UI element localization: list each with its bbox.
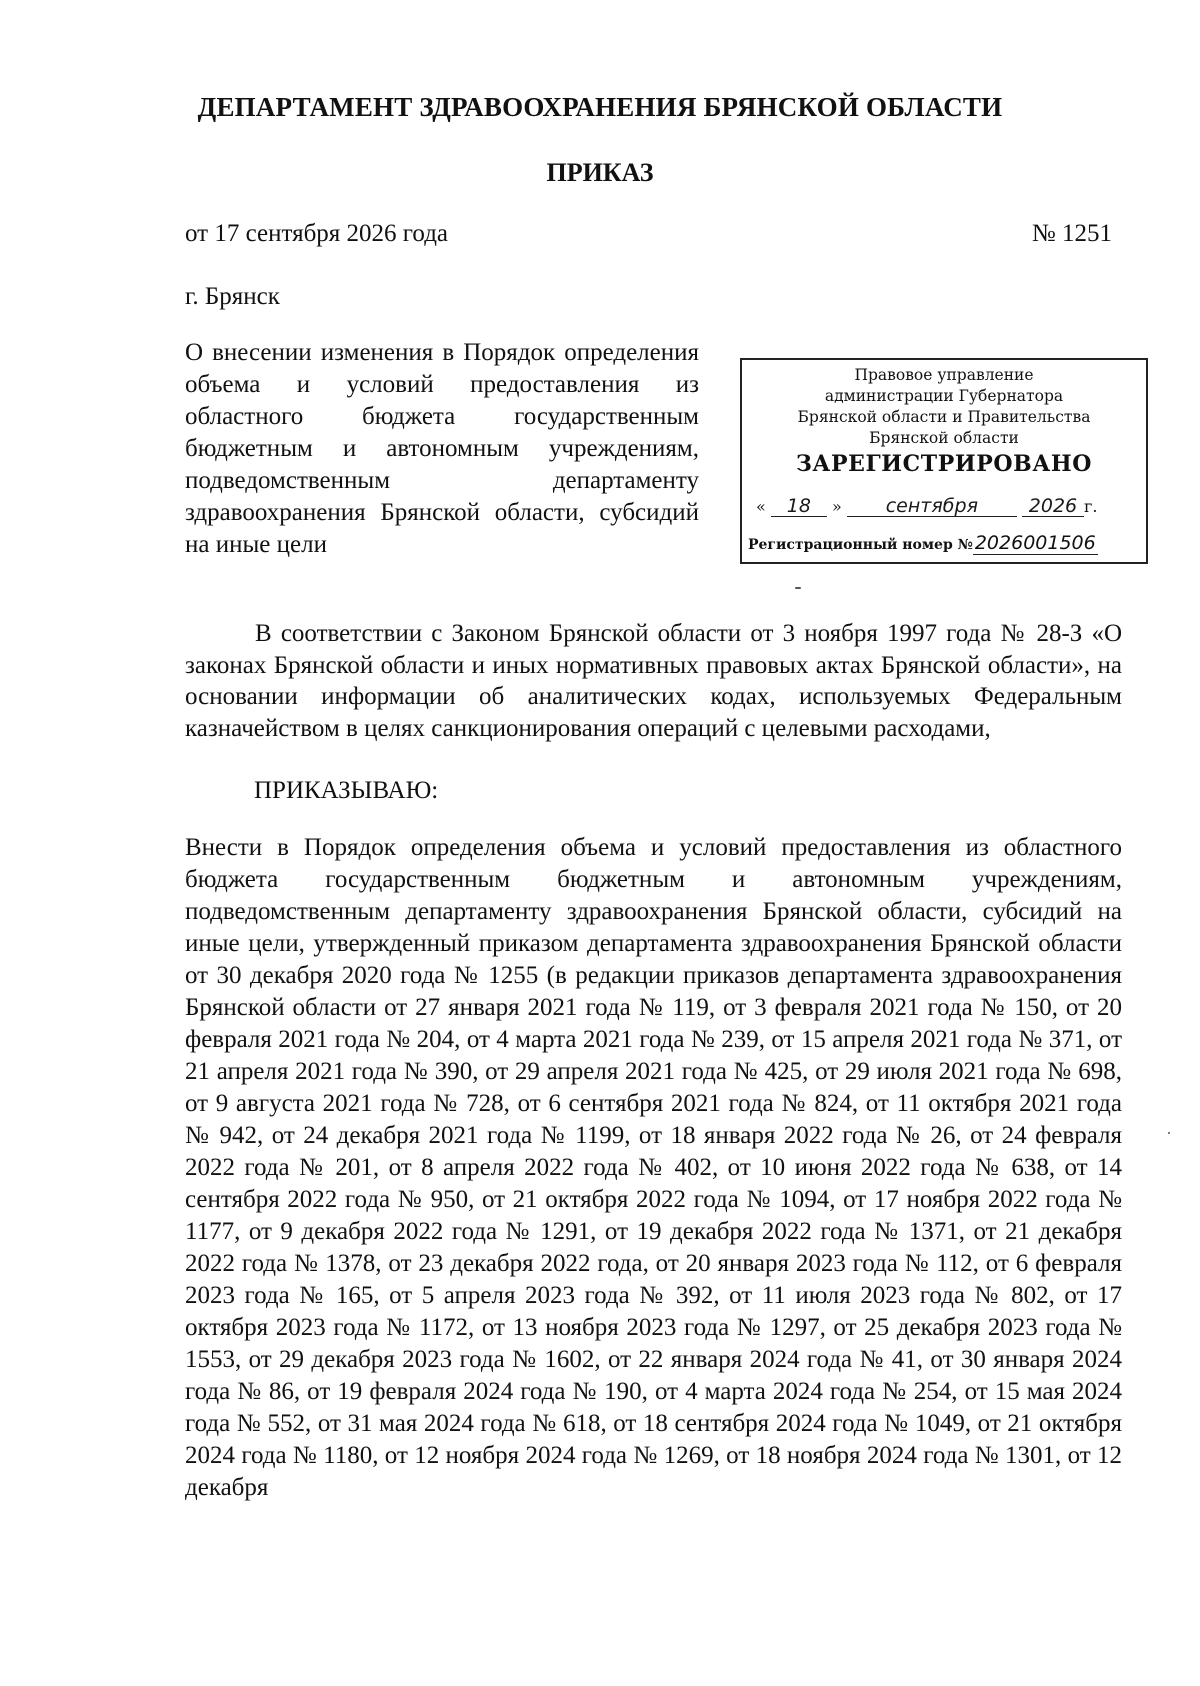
- order-body-paragraph: Внести в Порядок определения объема и условий предоставления из областного бюджета государственным бюджетным и автономным учреждениям, подведомственным департаменту здравоохранения Брянской области, субсидий на иные цели, утвержденный приказом департамента здравоохранения Брянской области от 30 декабря 2020 года № 1255 (в редакции приказов департамента здравоохранения Брянской области от 27 января 2021 года № 119, от 3 февраля 2021 года № 150, от 20 февраля 2021 года № 204, от 4 марта 2021 года № 239, от 15 апреля 2021 года № 371, от 21 апреля 2021 года № 390, от 29 апреля 2021 года № 425, от 29 июля 2021 года № 698, от 9 августа 2021 года № 728, от 6 сентября 2021 года № 824, от 11 октября 2021 года № 942, от 24 декабря 2021 года № 1199, от 18 января 2022 года № 26, от 24 февраля 2022 года № 201, от 8 апреля 2022 года № 402, от 10 июня 2022 года № 638, от 14 сентября 2022 года № 950, от 21 октября 2022 года № 1094, от 17 ноября 2022 года № 1177, от 9 декабря 2022 года № 1291, от 19 декабря 2022 года № 1371, от 21 декабря 2022 года № 1378, от 23 декабря 2022 года, от 20 января 2023 года № 112, от 6 февраля 2023 года № 165, от 5 апреля 2023 года № 392, от 11 июля 2023 года № 802, от 17 октября 2023 года № 1172, от 13 ноября 2023 года № 1297, от 25 декабря 2023 года № 1553, от 29 декабря 2023 года № 1602, от 22 января 2024 года № 41, от 30 января 2024 года № 86, от 19 февраля 2024 года № 190, от 4 марта 2024 года № 254, от 15 мая 2024 года № 552, от 31 мая 2024 года № 618, от 18 сентября 2024 года № 1049, от 21 октября 2024 года № 1180, от 12 ноября 2024 года № 1269, от 18 ноября 2024 года № 1301, от 12 декабря: [185, 834, 1122, 1501]
- document-type-heading: ПРИКАЗ: [546, 158, 654, 187]
- order-date: от 17 сентября 2026 года: [185, 220, 449, 247]
- stamp-date: [756, 496, 1138, 522]
- order-number: № 1251: [1031, 220, 1112, 247]
- stamp-line-2: администрации Губернатора: [824, 387, 1064, 405]
- stamp-line-1: Правовое управление: [854, 366, 1034, 384]
- preamble-paragraph: В соответствии с Законом Брянской области от 3 ноября 1997 года № 28-З «О законах Брянской области и иных нормативных правовых актах Брянской области», на основании информации об аналитических кодах, используемых Федеральным казначейством в целях санкционирования операций с целевыми расходами,: [185, 620, 1122, 742]
- stamp-month: сентября: [847, 496, 1017, 517]
- stamp-year-suffix: г.: [1083, 497, 1098, 516]
- stamp-reg-number: 2026001506: [974, 532, 1096, 554]
- stamp-registration-number: [748, 532, 1140, 554]
- stamp-registered-label: ЗАРЕГИСТРИРОВАНО: [795, 451, 1093, 477]
- scan-speck: [1168, 1132, 1170, 1134]
- scan-speck: [795, 587, 801, 589]
- order-directive-word: ПРИКАЗЫВАЮ:: [254, 777, 439, 804]
- stamp-day: 18: [771, 496, 827, 517]
- stamp-line-4: Брянской области: [869, 429, 1019, 447]
- stamp-line-3: Брянской области и Правительства: [797, 408, 1091, 426]
- department-heading: ДЕПАРТАМЕНТ ЗДРАВООХРАНЕНИЯ БРЯНСКОЙ ОБЛАСТИ: [197, 92, 1003, 122]
- stamp-close-quote: »: [831, 497, 842, 516]
- stamp-reg-label: Регистрационный номер №: [748, 537, 973, 553]
- order-subject: О внесении изменения в Порядок определения объема и условий предоставления из областного бюджета государственным бюджетным и автономным учреждениям, подведомственным департаменту здравоохранения Брянской области, субсидий на иные цели: [185, 339, 699, 558]
- city-line: г. Брянск: [185, 283, 280, 310]
- registration-stamp: [740, 358, 1148, 564]
- stamp-open-quote: «: [756, 497, 766, 516]
- stamp-year: 2026: [1022, 496, 1084, 517]
